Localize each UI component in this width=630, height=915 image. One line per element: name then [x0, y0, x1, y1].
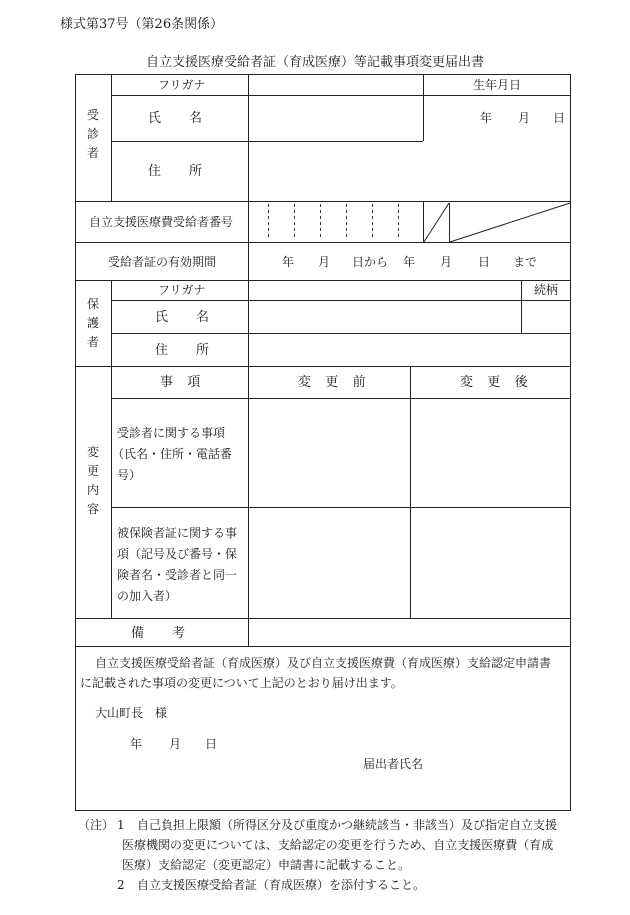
birth-day-label: 日 — [553, 111, 566, 125]
changes-header-after: 変 更 後 — [460, 375, 529, 390]
patient-group-label: 受 診 者 — [86, 108, 99, 160]
changes-row2-after-field[interactable] — [411, 508, 570, 618]
patient-furigana-label: フリガナ — [158, 78, 206, 92]
form-number: 様式第37号（第26条関係） — [60, 17, 224, 32]
validity-to-day: 日 — [478, 255, 491, 269]
changes-row2-line4: の加入者） — [117, 589, 178, 603]
date-year-label: 年 — [130, 737, 143, 751]
guardian-relation-field[interactable] — [522, 301, 570, 333]
patient-furigana-field[interactable] — [249, 76, 422, 95]
declaration-line2: に記載された事項の変更について上記のとおり届け出ます。 — [80, 676, 403, 690]
birth-month-label: 月 — [518, 111, 531, 125]
validity-from-year: 年 — [282, 255, 295, 269]
guardian-name-label: 氏 名 — [155, 310, 210, 325]
changes-row1-after-field[interactable] — [411, 399, 570, 507]
validity-to-month: 月 — [440, 255, 453, 269]
changes-header-before: 変 更 前 — [298, 375, 367, 390]
changes-row2-line3: 険者名・受診者と同一 — [117, 568, 238, 582]
validity-from-day: 日から — [352, 255, 389, 269]
recipient-number-field[interactable] — [249, 202, 423, 242]
recipient-number-label: 自立支援医療費受給者番号 — [89, 215, 234, 229]
changes-group-label: 変 更 内 容 — [86, 445, 99, 516]
note-1-line1: 自己負担上限額（所得区分及び重度かつ継続該当・非該当）及び指定自立支援 — [137, 818, 558, 832]
date-day-label: 日 — [205, 737, 218, 751]
patient-address-label: 住 所 — [148, 164, 203, 179]
patient-name-field[interactable] — [249, 96, 422, 141]
changes-row2-line1: 被保険者証に関する事 — [117, 526, 238, 540]
declaration-line1: 自立支援医療受給者証（育成医療）及び自立支援医療費（育成医療）支給認定申請書 — [95, 656, 552, 670]
submission-date-field[interactable] — [120, 734, 230, 754]
changes-header-item: 事 項 — [160, 375, 201, 390]
guardian-relation-label: 続柄 — [534, 283, 559, 297]
changes-row1-before-field[interactable] — [249, 399, 410, 507]
note-2-line1: 自立支援医療受給者証（育成医療）を添付すること。 — [137, 878, 426, 892]
guardian-furigana-field[interactable] — [249, 281, 521, 300]
changes-row1-line3: 号） — [117, 468, 142, 482]
guardian-name-field[interactable] — [249, 301, 521, 333]
birth-date-header: 生年月日 — [473, 78, 522, 92]
form-title: 自立支援医療受給者証（育成医療）等記載事項変更届出書 — [145, 55, 484, 70]
changes-row1-line1: 受診者に関する事項 — [117, 426, 226, 440]
guardian-address-field[interactable] — [249, 334, 570, 366]
note-1-line3: 医療）支給認定（変更認定）申請書に記載すること。 — [122, 858, 411, 872]
note-1-line2: 医療機関の変更については、支給認定の変更を行うため、自立支援医療費（育成 — [122, 838, 554, 852]
validity-to-year: 年 — [403, 255, 416, 269]
submitter-name-field[interactable] — [430, 752, 566, 776]
validity-until: まで — [513, 255, 538, 269]
validity-label: 受給者証の有効期間 — [108, 255, 217, 269]
note-2-number: 2 — [117, 878, 125, 892]
patient-address-field[interactable] — [249, 142, 570, 201]
date-month-label: 月 — [169, 737, 182, 751]
changes-row2-before-field[interactable] — [249, 508, 410, 618]
note-1-number: 1 — [117, 818, 125, 832]
guardian-group-label: 保 護 者 — [86, 297, 99, 349]
changes-row1-line2: （氏名・住所・電話番 — [112, 447, 233, 461]
remarks-field[interactable] — [249, 619, 570, 646]
submitter-name-label: 届出者氏名 — [363, 757, 424, 771]
changes-row2-line2: 項（記号及び番号・保 — [117, 547, 238, 561]
guardian-address-label: 住 所 — [155, 343, 210, 358]
addressee: 大山町長 様 — [95, 706, 168, 720]
validity-from-month: 月 — [318, 255, 331, 269]
notes-prefix: （注） — [78, 818, 115, 832]
birth-year-label: 年 — [480, 111, 493, 125]
guardian-furigana-label: フリガナ — [158, 283, 206, 297]
recipient-number-check-box — [424, 201, 571, 242]
validity-field[interactable] — [249, 243, 570, 280]
patient-name-label: 氏 名 — [148, 111, 203, 126]
remarks-label: 備 考 — [131, 626, 186, 641]
birth-date-field[interactable] — [424, 96, 570, 141]
